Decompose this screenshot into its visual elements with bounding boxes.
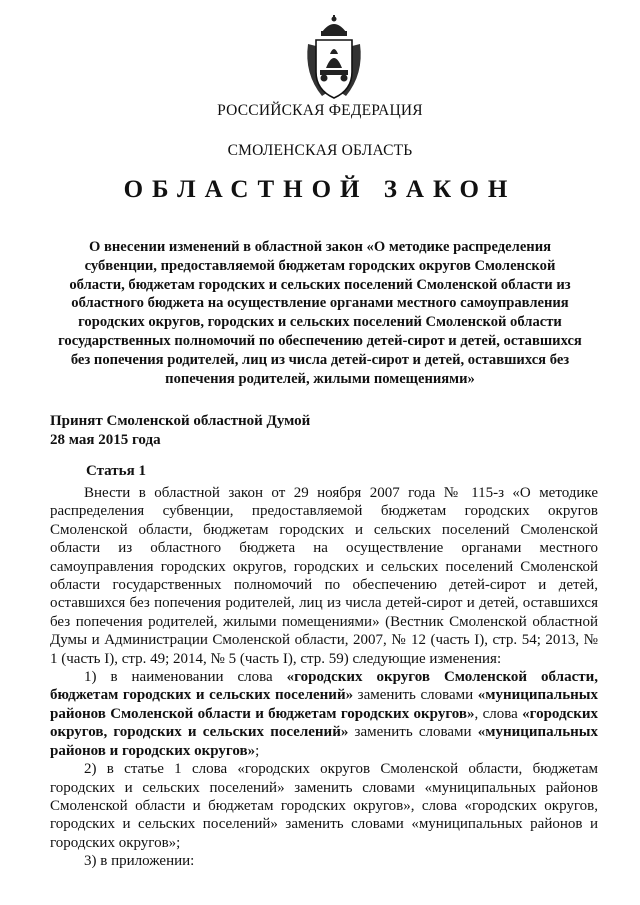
law-subject-title: О внесении изменений в областной закон «О методике распределения субвенции, предоставляемой бюджетам городских округов Смоленской области, бюджетам городских и сельских поселений Смоленской области из областного бюджета на осуществление органами местного самоуправления городских округов, городских и сельских поселений Смоленской области государственных полномочий по обеспечению детей-сирот и детей, оставшихся без попечения родителей, лиц из числа детей-сирот и детей, оставшихся без попечения родителей, жилыми помещениями» (58, 239, 582, 387)
region-heading: СМОЛЕНСКАЯ ОБЛАСТЬ (227, 142, 413, 159)
adoption-block (50, 412, 310, 449)
document-type-title: ОБЛАСТНОЙ ЗАКОН (123, 176, 517, 203)
adoption-date: 28 мая 2015 года (50, 431, 161, 448)
article-intro: Внести в областной закон от 29 ноября 2007 года № 115-з «О методике распределения субвенции, предоставляемой бюджетам городских округов Смоленской области, бюджетам городских и сельских поселений Смоленской области из областного бюджета на осуществление органами местного самоуправления городских округов, городских и сельских поселений Смоленской области государственных полномочий по обеспечению детей-сирот и детей, оставшихся без попечения родителей, лиц из числа детей-сирот и детей, оставшихся без попечения родителей, жилыми помещениями» (Вестник Смоленской областной Думы и Администрации Смоленской области, 2007, № 12 (часть I), стр. 54; 2013, № 1 (часть I), стр. 49; 2014, № 5 (часть I), стр. 59) следующие изменения: (50, 485, 598, 667)
amendment-item-2: 2) в статье 1 слова «городских округов Смоленской области, бюджетам городских и сельских поселений» заменить словами «муниципальных районов Смоленской области и бюджетам городских округов», слова «городских округов, городских и сельских поселений» заменить словами «муниципальных районов и городских округов»; (50, 761, 598, 851)
country-heading: РОССИЙСКАЯ ФЕДЕРАЦИЯ (217, 102, 423, 119)
coat-of-arms-icon (302, 14, 366, 104)
amendment-item-1: 1) в наименовании слова «городских округов Смоленской области, бюджетам городских и сельских поселений» заменить словами «муниципальных районов Смоленской области и бюджетам городских округов», слова «городских округов, городских и сельских поселений» заменить словами «муниципальных районов и городских округов»; (50, 669, 599, 759)
article-body (50, 484, 598, 871)
article-heading: Статья 1 (86, 463, 146, 479)
adopted-by: Принят Смоленской областной Думой (50, 413, 311, 429)
amendment-item-3: 3) в приложении: (84, 853, 195, 870)
